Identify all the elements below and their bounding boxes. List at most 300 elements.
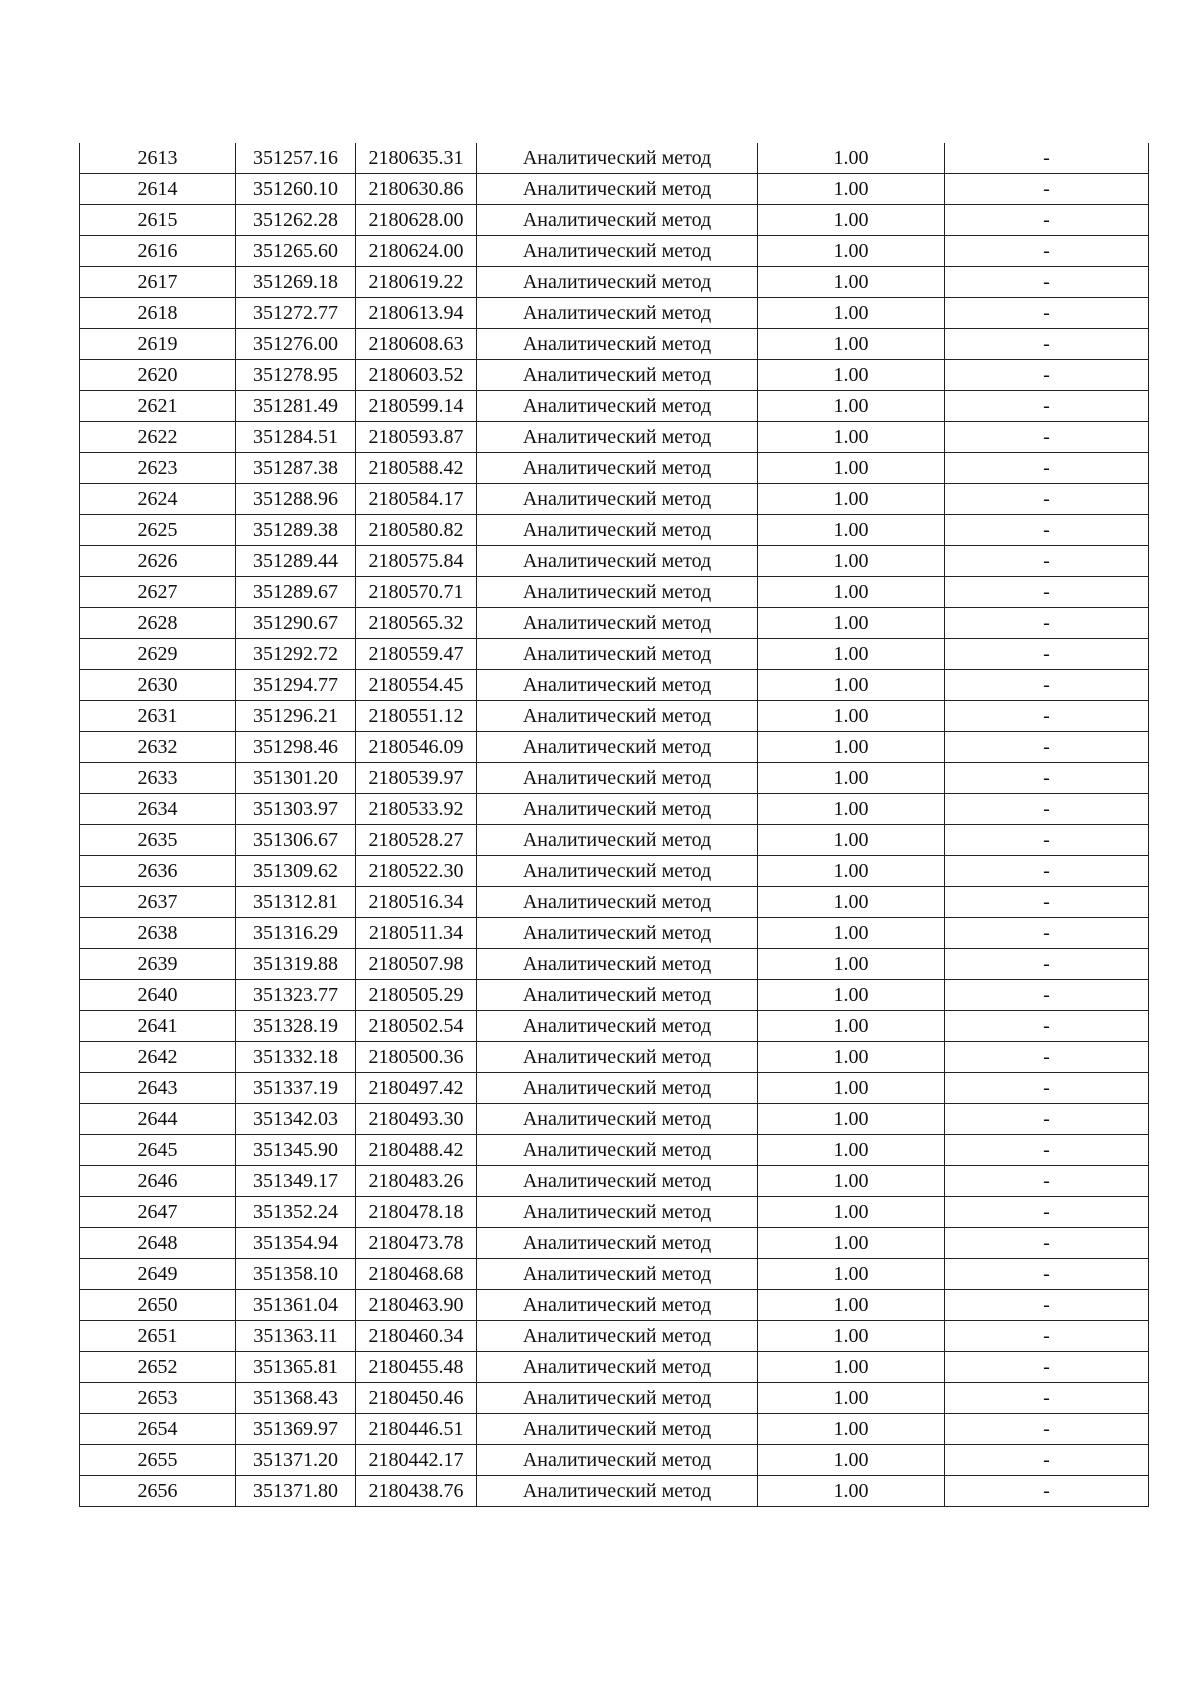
table-row: [80, 1135, 1149, 1166]
accuracy-cell: 1.00: [758, 608, 945, 639]
note-cell: -: [945, 546, 1149, 577]
x-coordinate-cell: 351349.17: [236, 1166, 356, 1197]
point-number-cell: 2613: [80, 143, 236, 174]
note-cell: -: [945, 577, 1149, 608]
method-cell: Аналитический метод: [477, 887, 758, 918]
accuracy-cell: 1.00: [758, 639, 945, 670]
y-coordinate-cell: 2180460.34: [356, 1321, 477, 1352]
table-row: [80, 949, 1149, 980]
x-coordinate-cell: 351361.04: [236, 1290, 356, 1321]
method-cell: Аналитический метод: [477, 608, 758, 639]
y-coordinate-cell: 2180539.97: [356, 763, 477, 794]
table-row: [80, 1228, 1149, 1259]
y-coordinate-cell: 2180488.42: [356, 1135, 477, 1166]
x-coordinate-cell: 351289.44: [236, 546, 356, 577]
x-coordinate-cell: 351269.18: [236, 267, 356, 298]
accuracy-cell: 1.00: [758, 701, 945, 732]
accuracy-cell: 1.00: [758, 174, 945, 205]
point-number-cell: 2655: [80, 1445, 236, 1476]
table-row: [80, 329, 1149, 360]
point-number-cell: 2627: [80, 577, 236, 608]
table-row: [80, 515, 1149, 546]
x-coordinate-cell: 351328.19: [236, 1011, 356, 1042]
method-cell: Аналитический метод: [477, 1476, 758, 1507]
point-number-cell: 2641: [80, 1011, 236, 1042]
note-cell: -: [945, 794, 1149, 825]
method-cell: Аналитический метод: [477, 918, 758, 949]
y-coordinate-cell: 2180630.86: [356, 174, 477, 205]
accuracy-cell: 1.00: [758, 1197, 945, 1228]
x-coordinate-cell: 351289.38: [236, 515, 356, 546]
accuracy-cell: 1.00: [758, 205, 945, 236]
y-coordinate-cell: 2180511.34: [356, 918, 477, 949]
note-cell: -: [945, 267, 1149, 298]
accuracy-cell: 1.00: [758, 763, 945, 794]
accuracy-cell: 1.00: [758, 422, 945, 453]
method-cell: Аналитический метод: [477, 701, 758, 732]
coordinates-table-body: [80, 143, 1149, 1507]
accuracy-cell: 1.00: [758, 484, 945, 515]
point-number-cell: 2638: [80, 918, 236, 949]
note-cell: -: [945, 298, 1149, 329]
x-coordinate-cell: 351296.21: [236, 701, 356, 732]
x-coordinate-cell: 351303.97: [236, 794, 356, 825]
x-coordinate-cell: 351306.67: [236, 825, 356, 856]
note-cell: -: [945, 1011, 1149, 1042]
table-row: [80, 546, 1149, 577]
method-cell: Аналитический метод: [477, 670, 758, 701]
accuracy-cell: 1.00: [758, 918, 945, 949]
y-coordinate-cell: 2180551.12: [356, 701, 477, 732]
x-coordinate-cell: 351278.95: [236, 360, 356, 391]
accuracy-cell: 1.00: [758, 1042, 945, 1073]
method-cell: Аналитический метод: [477, 453, 758, 484]
x-coordinate-cell: 351368.43: [236, 1383, 356, 1414]
method-cell: Аналитический метод: [477, 1383, 758, 1414]
accuracy-cell: 1.00: [758, 794, 945, 825]
point-number-cell: 2623: [80, 453, 236, 484]
method-cell: Аналитический метод: [477, 143, 758, 174]
y-coordinate-cell: 2180624.00: [356, 236, 477, 267]
point-number-cell: 2615: [80, 205, 236, 236]
y-coordinate-cell: 2180635.31: [356, 143, 477, 174]
note-cell: -: [945, 236, 1149, 267]
x-coordinate-cell: 351332.18: [236, 1042, 356, 1073]
table-row: [80, 1383, 1149, 1414]
note-cell: -: [945, 143, 1149, 174]
table-row: [80, 143, 1149, 174]
table-row: [80, 360, 1149, 391]
x-coordinate-cell: 351265.60: [236, 236, 356, 267]
table-row: [80, 1321, 1149, 1352]
method-cell: Аналитический метод: [477, 1259, 758, 1290]
note-cell: -: [945, 887, 1149, 918]
note-cell: -: [945, 422, 1149, 453]
note-cell: -: [945, 1476, 1149, 1507]
method-cell: Аналитический метод: [477, 732, 758, 763]
accuracy-cell: 1.00: [758, 856, 945, 887]
method-cell: Аналитический метод: [477, 329, 758, 360]
table-row: [80, 639, 1149, 670]
accuracy-cell: 1.00: [758, 360, 945, 391]
method-cell: Аналитический метод: [477, 236, 758, 267]
table-row: [80, 453, 1149, 484]
note-cell: -: [945, 453, 1149, 484]
y-coordinate-cell: 2180570.71: [356, 577, 477, 608]
point-number-cell: 2631: [80, 701, 236, 732]
accuracy-cell: 1.00: [758, 515, 945, 546]
note-cell: -: [945, 329, 1149, 360]
point-number-cell: 2639: [80, 949, 236, 980]
note-cell: -: [945, 825, 1149, 856]
method-cell: Аналитический метод: [477, 577, 758, 608]
x-coordinate-cell: 351323.77: [236, 980, 356, 1011]
point-number-cell: 2616: [80, 236, 236, 267]
point-number-cell: 2625: [80, 515, 236, 546]
y-coordinate-cell: 2180628.00: [356, 205, 477, 236]
accuracy-cell: 1.00: [758, 453, 945, 484]
table-row: [80, 918, 1149, 949]
note-cell: -: [945, 1445, 1149, 1476]
x-coordinate-cell: 351272.77: [236, 298, 356, 329]
note-cell: -: [945, 701, 1149, 732]
point-number-cell: 2635: [80, 825, 236, 856]
table-row: [80, 267, 1149, 298]
table-row: [80, 391, 1149, 422]
table-row: [80, 236, 1149, 267]
method-cell: Аналитический метод: [477, 1445, 758, 1476]
y-coordinate-cell: 2180442.17: [356, 1445, 477, 1476]
y-coordinate-cell: 2180613.94: [356, 298, 477, 329]
method-cell: Аналитический метод: [477, 949, 758, 980]
accuracy-cell: 1.00: [758, 267, 945, 298]
note-cell: -: [945, 856, 1149, 887]
point-number-cell: 2643: [80, 1073, 236, 1104]
method-cell: Аналитический метод: [477, 1321, 758, 1352]
accuracy-cell: 1.00: [758, 1073, 945, 1104]
table-row: [80, 1166, 1149, 1197]
table-row: [80, 298, 1149, 329]
accuracy-cell: 1.00: [758, 577, 945, 608]
note-cell: -: [945, 391, 1149, 422]
table-row: [80, 1352, 1149, 1383]
accuracy-cell: 1.00: [758, 1228, 945, 1259]
table-row: [80, 1073, 1149, 1104]
point-number-cell: 2654: [80, 1414, 236, 1445]
accuracy-cell: 1.00: [758, 1414, 945, 1445]
y-coordinate-cell: 2180463.90: [356, 1290, 477, 1321]
note-cell: -: [945, 949, 1149, 980]
x-coordinate-cell: 351352.24: [236, 1197, 356, 1228]
x-coordinate-cell: 351260.10: [236, 174, 356, 205]
method-cell: Аналитический метод: [477, 639, 758, 670]
y-coordinate-cell: 2180603.52: [356, 360, 477, 391]
method-cell: Аналитический метод: [477, 1166, 758, 1197]
y-coordinate-cell: 2180546.09: [356, 732, 477, 763]
y-coordinate-cell: 2180554.45: [356, 670, 477, 701]
note-cell: -: [945, 1290, 1149, 1321]
point-number-cell: 2629: [80, 639, 236, 670]
method-cell: Аналитический метод: [477, 391, 758, 422]
y-coordinate-cell: 2180593.87: [356, 422, 477, 453]
x-coordinate-cell: 351365.81: [236, 1352, 356, 1383]
note-cell: -: [945, 515, 1149, 546]
accuracy-cell: 1.00: [758, 236, 945, 267]
y-coordinate-cell: 2180505.29: [356, 980, 477, 1011]
x-coordinate-cell: 351342.03: [236, 1104, 356, 1135]
accuracy-cell: 1.00: [758, 825, 945, 856]
note-cell: -: [945, 1073, 1149, 1104]
table-row: [80, 1042, 1149, 1073]
accuracy-cell: 1.00: [758, 732, 945, 763]
table-row: [80, 701, 1149, 732]
method-cell: Аналитический метод: [477, 174, 758, 205]
note-cell: -: [945, 1321, 1149, 1352]
point-number-cell: 2642: [80, 1042, 236, 1073]
table-row: [80, 1476, 1149, 1507]
table-row: [80, 732, 1149, 763]
y-coordinate-cell: 2180497.42: [356, 1073, 477, 1104]
x-coordinate-cell: 351257.16: [236, 143, 356, 174]
table-row: [80, 1011, 1149, 1042]
note-cell: -: [945, 608, 1149, 639]
point-number-cell: 2621: [80, 391, 236, 422]
accuracy-cell: 1.00: [758, 1445, 945, 1476]
x-coordinate-cell: 351287.38: [236, 453, 356, 484]
table-row: [80, 577, 1149, 608]
note-cell: -: [945, 1042, 1149, 1073]
x-coordinate-cell: 351337.19: [236, 1073, 356, 1104]
y-coordinate-cell: 2180608.63: [356, 329, 477, 360]
point-number-cell: 2626: [80, 546, 236, 577]
y-coordinate-cell: 2180580.82: [356, 515, 477, 546]
table-row: [80, 856, 1149, 887]
coordinates-table: [79, 143, 1149, 1507]
accuracy-cell: 1.00: [758, 980, 945, 1011]
y-coordinate-cell: 2180599.14: [356, 391, 477, 422]
method-cell: Аналитический метод: [477, 515, 758, 546]
table-row: [80, 887, 1149, 918]
point-number-cell: 2637: [80, 887, 236, 918]
y-coordinate-cell: 2180575.84: [356, 546, 477, 577]
point-number-cell: 2646: [80, 1166, 236, 1197]
note-cell: -: [945, 1104, 1149, 1135]
point-number-cell: 2645: [80, 1135, 236, 1166]
table-row: [80, 422, 1149, 453]
accuracy-cell: 1.00: [758, 1135, 945, 1166]
y-coordinate-cell: 2180559.47: [356, 639, 477, 670]
x-coordinate-cell: 351294.77: [236, 670, 356, 701]
accuracy-cell: 1.00: [758, 1166, 945, 1197]
table-row: [80, 1104, 1149, 1135]
method-cell: Аналитический метод: [477, 1290, 758, 1321]
note-cell: -: [945, 1414, 1149, 1445]
note-cell: -: [945, 980, 1149, 1011]
method-cell: Аналитический метод: [477, 825, 758, 856]
point-number-cell: 2653: [80, 1383, 236, 1414]
point-number-cell: 2652: [80, 1352, 236, 1383]
method-cell: Аналитический метод: [477, 856, 758, 887]
x-coordinate-cell: 351290.67: [236, 608, 356, 639]
y-coordinate-cell: 2180528.27: [356, 825, 477, 856]
x-coordinate-cell: 351312.81: [236, 887, 356, 918]
method-cell: Аналитический метод: [477, 1197, 758, 1228]
x-coordinate-cell: 351319.88: [236, 949, 356, 980]
note-cell: -: [945, 1383, 1149, 1414]
x-coordinate-cell: 351281.49: [236, 391, 356, 422]
point-number-cell: 2634: [80, 794, 236, 825]
accuracy-cell: 1.00: [758, 1476, 945, 1507]
method-cell: Аналитический метод: [477, 1414, 758, 1445]
y-coordinate-cell: 2180522.30: [356, 856, 477, 887]
point-number-cell: 2636: [80, 856, 236, 887]
note-cell: -: [945, 918, 1149, 949]
accuracy-cell: 1.00: [758, 143, 945, 174]
x-coordinate-cell: 351358.10: [236, 1259, 356, 1290]
point-number-cell: 2630: [80, 670, 236, 701]
accuracy-cell: 1.00: [758, 1383, 945, 1414]
x-coordinate-cell: 351316.29: [236, 918, 356, 949]
y-coordinate-cell: 2180502.54: [356, 1011, 477, 1042]
table-row: [80, 1290, 1149, 1321]
y-coordinate-cell: 2180619.22: [356, 267, 477, 298]
note-cell: -: [945, 1228, 1149, 1259]
note-cell: -: [945, 174, 1149, 205]
method-cell: Аналитический метод: [477, 1011, 758, 1042]
accuracy-cell: 1.00: [758, 1352, 945, 1383]
point-number-cell: 2656: [80, 1476, 236, 1507]
method-cell: Аналитический метод: [477, 205, 758, 236]
method-cell: Аналитический метод: [477, 980, 758, 1011]
note-cell: -: [945, 1135, 1149, 1166]
table-row: [80, 670, 1149, 701]
accuracy-cell: 1.00: [758, 670, 945, 701]
point-number-cell: 2651: [80, 1321, 236, 1352]
table-row: [80, 205, 1149, 236]
y-coordinate-cell: 2180500.36: [356, 1042, 477, 1073]
point-number-cell: 2632: [80, 732, 236, 763]
x-coordinate-cell: 351276.00: [236, 329, 356, 360]
point-number-cell: 2620: [80, 360, 236, 391]
point-number-cell: 2624: [80, 484, 236, 515]
table-row: [80, 980, 1149, 1011]
point-number-cell: 2617: [80, 267, 236, 298]
method-cell: Аналитический метод: [477, 763, 758, 794]
note-cell: -: [945, 205, 1149, 236]
table-row: [80, 1259, 1149, 1290]
x-coordinate-cell: 351262.28: [236, 205, 356, 236]
x-coordinate-cell: 351371.80: [236, 1476, 356, 1507]
accuracy-cell: 1.00: [758, 1321, 945, 1352]
y-coordinate-cell: 2180533.92: [356, 794, 477, 825]
method-cell: Аналитический метод: [477, 1104, 758, 1135]
x-coordinate-cell: 351289.67: [236, 577, 356, 608]
accuracy-cell: 1.00: [758, 298, 945, 329]
method-cell: Аналитический метод: [477, 794, 758, 825]
table-row: [80, 763, 1149, 794]
note-cell: -: [945, 1259, 1149, 1290]
accuracy-cell: 1.00: [758, 546, 945, 577]
y-coordinate-cell: 2180473.78: [356, 1228, 477, 1259]
x-coordinate-cell: 351284.51: [236, 422, 356, 453]
table-row: [80, 794, 1149, 825]
method-cell: Аналитический метод: [477, 546, 758, 577]
method-cell: Аналитический метод: [477, 298, 758, 329]
method-cell: Аналитический метод: [477, 484, 758, 515]
accuracy-cell: 1.00: [758, 1011, 945, 1042]
point-number-cell: 2614: [80, 174, 236, 205]
note-cell: -: [945, 1352, 1149, 1383]
method-cell: Аналитический метод: [477, 422, 758, 453]
point-number-cell: 2628: [80, 608, 236, 639]
note-cell: -: [945, 1197, 1149, 1228]
x-coordinate-cell: 351369.97: [236, 1414, 356, 1445]
y-coordinate-cell: 2180438.76: [356, 1476, 477, 1507]
x-coordinate-cell: 351288.96: [236, 484, 356, 515]
y-coordinate-cell: 2180493.30: [356, 1104, 477, 1135]
method-cell: Аналитический метод: [477, 267, 758, 298]
x-coordinate-cell: 351292.72: [236, 639, 356, 670]
table-row: [80, 608, 1149, 639]
point-number-cell: 2650: [80, 1290, 236, 1321]
accuracy-cell: 1.00: [758, 1104, 945, 1135]
x-coordinate-cell: 351354.94: [236, 1228, 356, 1259]
accuracy-cell: 1.00: [758, 329, 945, 360]
y-coordinate-cell: 2180507.98: [356, 949, 477, 980]
table-row: [80, 1414, 1149, 1445]
x-coordinate-cell: 351345.90: [236, 1135, 356, 1166]
x-coordinate-cell: 351301.20: [236, 763, 356, 794]
point-number-cell: 2633: [80, 763, 236, 794]
point-number-cell: 2640: [80, 980, 236, 1011]
point-number-cell: 2618: [80, 298, 236, 329]
accuracy-cell: 1.00: [758, 1290, 945, 1321]
note-cell: -: [945, 639, 1149, 670]
table-row: [80, 174, 1149, 205]
x-coordinate-cell: 351371.20: [236, 1445, 356, 1476]
accuracy-cell: 1.00: [758, 391, 945, 422]
method-cell: Аналитический метод: [477, 1352, 758, 1383]
point-number-cell: 2644: [80, 1104, 236, 1135]
x-coordinate-cell: 351298.46: [236, 732, 356, 763]
y-coordinate-cell: 2180455.48: [356, 1352, 477, 1383]
y-coordinate-cell: 2180516.34: [356, 887, 477, 918]
note-cell: -: [945, 763, 1149, 794]
note-cell: -: [945, 360, 1149, 391]
table-row: [80, 484, 1149, 515]
point-number-cell: 2648: [80, 1228, 236, 1259]
x-coordinate-cell: 351309.62: [236, 856, 356, 887]
point-number-cell: 2647: [80, 1197, 236, 1228]
point-number-cell: 2619: [80, 329, 236, 360]
note-cell: -: [945, 732, 1149, 763]
point-number-cell: 2649: [80, 1259, 236, 1290]
accuracy-cell: 1.00: [758, 1259, 945, 1290]
accuracy-cell: 1.00: [758, 949, 945, 980]
y-coordinate-cell: 2180478.18: [356, 1197, 477, 1228]
note-cell: -: [945, 484, 1149, 515]
table-row: [80, 1197, 1149, 1228]
note-cell: -: [945, 670, 1149, 701]
note-cell: -: [945, 1166, 1149, 1197]
method-cell: Аналитический метод: [477, 1228, 758, 1259]
y-coordinate-cell: 2180588.42: [356, 453, 477, 484]
table-row: [80, 825, 1149, 856]
y-coordinate-cell: 2180483.26: [356, 1166, 477, 1197]
method-cell: Аналитический метод: [477, 1042, 758, 1073]
y-coordinate-cell: 2180565.32: [356, 608, 477, 639]
method-cell: Аналитический метод: [477, 1135, 758, 1166]
